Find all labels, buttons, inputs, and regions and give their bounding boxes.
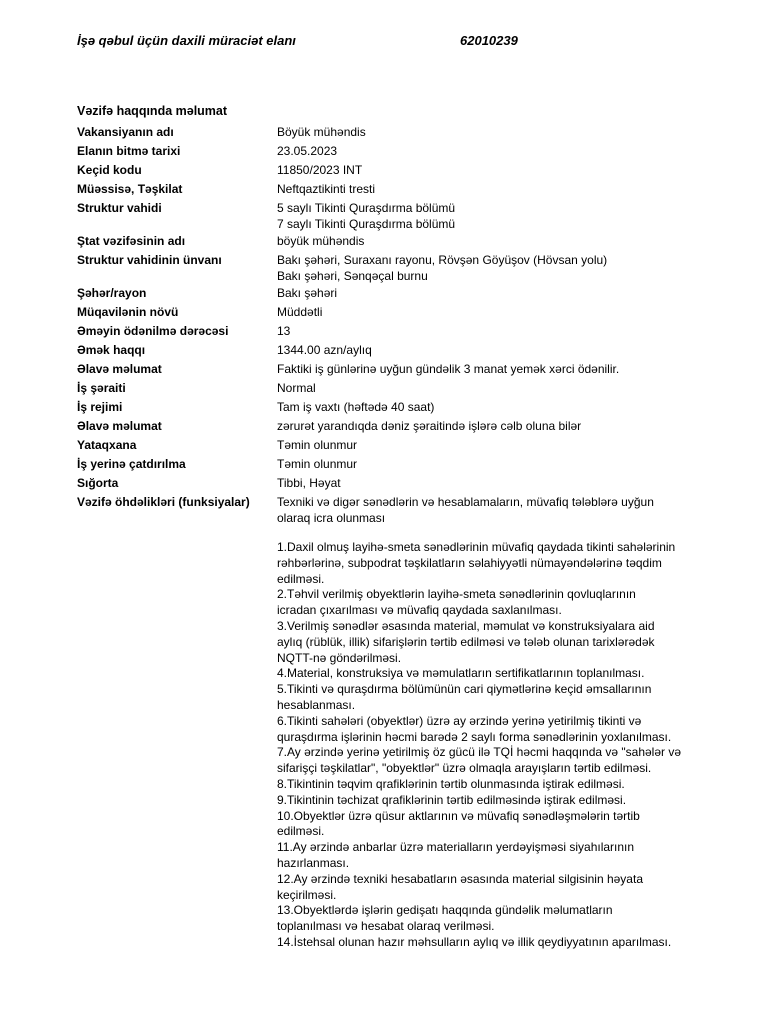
info-value-line: böyük mühəndis [277, 234, 365, 248]
duty-item [277, 903, 727, 935]
duty-item [277, 714, 727, 746]
info-value [277, 455, 717, 474]
duty-item [277, 935, 727, 951]
info-value [277, 379, 717, 398]
duty-item [277, 777, 727, 793]
info-row [77, 180, 727, 199]
info-row [77, 493, 727, 526]
info-row [77, 303, 727, 322]
info-value-line: zərurət yarandıqda dəniz şəraitində işlərə cəlb oluna bilər [277, 419, 582, 433]
duty-item [277, 840, 727, 872]
info-value [277, 341, 717, 360]
info-value-line: Bakı şəhəri, Sənqəçal burnu [277, 269, 428, 283]
info-row [77, 232, 727, 251]
info-value-line: 7 saylı Tikinti Quraşdırma bölümü [277, 217, 456, 231]
info-label: Keçid kodu [77, 163, 142, 177]
duties-list [277, 540, 727, 951]
info-table [77, 123, 727, 526]
info-label: Müqavilənin növü [77, 305, 179, 319]
info-label: Struktur vahidi [77, 201, 162, 215]
info-row [77, 474, 727, 493]
info-label: Əlavə məlumat [77, 419, 162, 433]
info-label: Şəhər/rayon [77, 286, 147, 300]
info-row [77, 251, 727, 284]
info-label: Vəzifə öhdəlikləri (funksiyalar) [77, 495, 250, 509]
duty-line: 14.İstehsal olunan hazır məhsulların aylıq və illik qeydiyyatının aparılması. [277, 934, 672, 949]
info-value [277, 232, 717, 251]
duty-line: 9.Tikintinin təchizat qrafiklərinin tərtib edilməsində iştirak edilməsi. [277, 792, 627, 807]
info-value [277, 199, 717, 232]
document-code: 62010239 [460, 33, 518, 48]
duty-line: 4.Material, konstruksiya və məmulatların sertifikatlarının toplanılması. [277, 666, 645, 681]
info-label: Əmək haqqı [77, 343, 146, 357]
duty-item [277, 682, 727, 714]
duty-item [277, 587, 727, 619]
duty-item [277, 540, 727, 587]
info-label: Ştat vəzifəsinin adı [77, 234, 186, 248]
info-label: İş rejimi [77, 400, 123, 414]
info-label: Elanın bitmə tarixi [77, 144, 181, 158]
info-value-line: Tam iş vaxtı (həftədə 40 saat) [277, 400, 435, 414]
info-value-line: Müddətli [277, 305, 323, 319]
section-title: Vəzifə haqqında məlumat [77, 104, 228, 118]
info-value [277, 398, 717, 417]
info-label: Əlavə məlumat [77, 362, 162, 376]
info-value-line: 1344.00 azn/aylıq [277, 343, 372, 357]
info-label: İş yerinə çatdırılma [77, 457, 186, 471]
info-row [77, 341, 727, 360]
duty-line: edilməsi. [277, 824, 325, 839]
info-row [77, 360, 727, 379]
info-value [277, 493, 717, 526]
duty-line: quraşdırma işlərinin həcmi barədə 2 saylı forma sənədlərinin yoxlanılması. [277, 729, 672, 744]
duty-item [277, 619, 727, 666]
info-label: Vakansiyanın adı [77, 125, 174, 139]
info-row [77, 199, 727, 232]
duty-line: hazırlanması. [277, 855, 350, 870]
duty-line: 13.Obyektlərdə işlərin gedişatı haqqında gündəlik məlumatların [277, 903, 613, 918]
info-value [277, 161, 717, 180]
info-value [277, 417, 717, 436]
info-label: İş şəraiti [77, 381, 126, 395]
duty-line: 8.Tikintinin təqvim qrafiklərinin tərtib olunmasında iştirak edilməsi. [277, 776, 625, 791]
info-row [77, 322, 727, 341]
duty-line: sifarişçi təşkilatlar", "obyektlər" üzrə olmaqla arayışların tərtib edilməsi. [277, 761, 652, 776]
info-label: Struktur vahidinin ünvanı [77, 253, 222, 267]
info-value-line: olaraq icra olunması [277, 511, 386, 525]
info-row [77, 379, 727, 398]
info-value [277, 360, 717, 379]
info-row [77, 455, 727, 474]
info-value-line: Bakı şəhəri, Suraxanı rayonu, Rövşən Göyüşov (Hövsan yolu) [277, 253, 608, 267]
duty-line: edilməsi. [277, 571, 325, 586]
info-row [77, 398, 727, 417]
duty-line: hesablanması. [277, 697, 356, 712]
info-value-line: Normal [277, 381, 316, 395]
info-value-line: Təmin olunmur [277, 438, 358, 452]
info-value-line: 13 [277, 324, 291, 338]
info-value-line: Təmin olunmur [277, 457, 358, 471]
duty-line: 12.Ay ərzində texniki hesabatların əsasında material silgisinin həyata [277, 871, 643, 886]
duty-line: 2.Təhvil verilmiş obyektlərin layihə-smeta sənədlərinin qovluqlarının [277, 587, 636, 602]
info-row [77, 123, 727, 142]
info-row [77, 417, 727, 436]
info-value-line: Tibbi, Həyat [277, 476, 341, 490]
document-header [77, 33, 697, 53]
info-value [277, 322, 717, 341]
info-value-line: Faktiki iş günlərinə uyğun gündəlik 3 manat yemək xərci ödənilir. [277, 362, 620, 376]
info-value-line: Neftqaztikinti tresti [277, 182, 376, 196]
info-value-line: 23.05.2023 [277, 144, 338, 158]
info-value-line: 11850/2023 INT [277, 163, 363, 177]
info-value-line: 5 saylı Tikinti Quraşdırma bölümü [277, 201, 456, 215]
duty-item [277, 793, 727, 809]
info-row [77, 436, 727, 455]
info-value [277, 303, 717, 322]
duty-line: 6.Tikinti sahələri (obyektlər) üzrə ay ərzində yerinə yetirilmiş tikinti və [277, 713, 642, 728]
duty-line: 3.Verilmiş sənədlər əsasında material, məmulat və konstruksiyalara aid [277, 618, 655, 633]
info-label: Sığorta [77, 476, 119, 490]
info-value-line: Bakı şəhəri [277, 286, 338, 300]
duty-line: 10.Obyektlər üzrə qüsur aktlarının və müvafiq sənədləşmələrin tərtib [277, 808, 640, 823]
duty-line: 5.Tikinti və quraşdırma bölümünün cari qiymətlərinə keçid əmsallarının [277, 682, 652, 697]
info-value [277, 142, 717, 161]
info-value [277, 284, 717, 303]
duty-line: 7.Ay ərzində yerinə yetirilmiş öz gücü ilə TQİ həcmi haqqında və "sahələr və [277, 745, 682, 760]
info-value [277, 436, 717, 455]
document-title: İşə qəbul üçün daxili müraciət elanı [77, 33, 296, 48]
duty-line: aylıq (rüblük, illik) sifarişlərin tərtib edilməsi və tələb olunan tarixlərədək [277, 634, 655, 649]
info-value-line: Böyük mühəndis [277, 125, 366, 139]
info-row [77, 284, 727, 303]
info-value [277, 251, 717, 284]
info-value-line: Texniki və digər sənədlərin və hesablamaların, müvafiq tələblərə uyğun [277, 495, 654, 509]
duty-item [277, 745, 727, 777]
info-label: Müəssisə, Təşkilat [77, 182, 183, 196]
info-row [77, 161, 727, 180]
duty-item [277, 666, 727, 682]
duty-line: icradan çıxarılması və müvafiq qaydada saxlanılması. [277, 603, 562, 618]
duty-line: toplanılması və hesabat olaraq verilməsi. [277, 919, 495, 934]
duty-item [277, 809, 727, 841]
info-value [277, 180, 717, 199]
duty-item [277, 872, 727, 904]
duty-line: keçirilməsi. [277, 887, 337, 902]
duty-line: 11.Ay ərzində anbarlar üzrə materialların yerdəyişməsi siyahılarının [277, 840, 635, 855]
duty-line: rəhbərlərinə, subpodrat təşkilatların səlahiyyətli nümayəndələrinə təqdim [277, 555, 662, 570]
info-label: Yataqxana [77, 438, 137, 452]
info-value [277, 123, 717, 142]
info-value [277, 474, 717, 493]
info-row [77, 142, 727, 161]
duty-line: NQTT-nə göndərilməsi. [277, 650, 402, 665]
duty-line: 1.Daxil olmuş layihə-smeta sənədlərinin müvafiq qaydada tikinti sahələrinin [277, 540, 676, 554]
info-label: Əməyin ödənilmə dərəcəsi [77, 324, 229, 338]
